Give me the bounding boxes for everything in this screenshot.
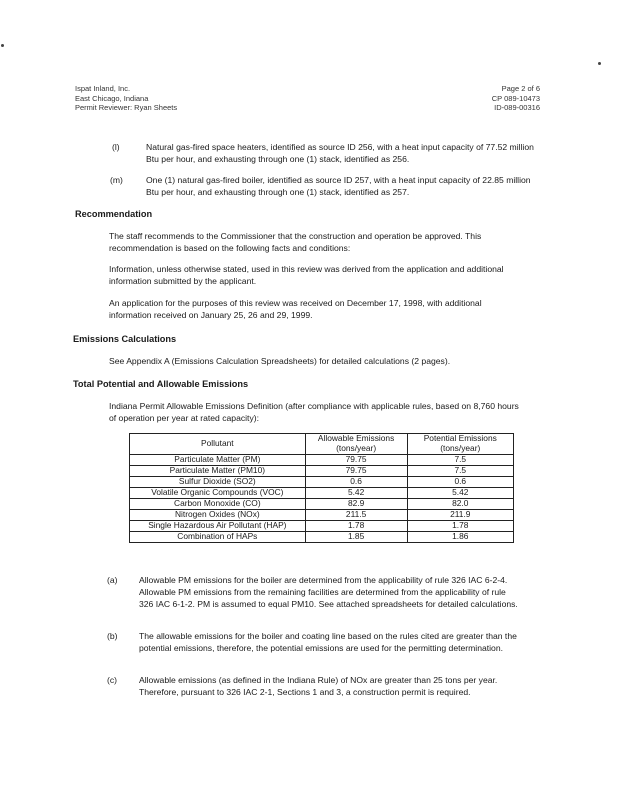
item-label-m: (m) [110, 175, 123, 185]
potential-cell: 1.78 [407, 521, 513, 532]
item-text-l: Natural gas-fired space heaters, identified as source ID 256, with a heat input capacity of 77.52 million Btu per hour, and exhausting through one (1) stack, identified as 256. [146, 142, 534, 164]
allowable-cell: 1.78 [305, 521, 407, 532]
header-location: East Chicago, Indiana [75, 93, 149, 103]
potential-cell: 0.6 [407, 477, 513, 488]
header-right [430, 84, 540, 113]
emissions-calc-text: See Appendix A (Emissions Calculation Spreadsheets) for detailed calculations (2 pages). [109, 356, 451, 366]
pollutant-cell: Combination of HAPs [130, 532, 306, 543]
pollutant-cell: Volatile Organic Compounds (VOC) [130, 488, 306, 499]
total-heading: Total Potential and Allowable Emissions [73, 379, 249, 389]
potential-cell: 5.42 [407, 488, 513, 499]
emissions-table [129, 433, 514, 543]
total-intro: Indiana Permit Allowable Emissions Definition (after compliance with applicable rules, based on 8,760 hours of operation per year at rated capacity): [109, 401, 519, 423]
scan-speck [598, 62, 601, 65]
allowable-cell: 211.5 [305, 510, 407, 521]
header-page: Page 2 of 6 [501, 84, 540, 93]
allowable-cell: 79.75 [305, 455, 407, 466]
note-text-a: Allowable PM emissions for the boiler are determined from the applicability of rule 326 IAC 6-2-4. Allowable PM emissions from the remaining facilities are determined from the applicability of rule 326 IAC 6-1-2. PM is assumed to equal PM10. See attached spreadsheets for detailed calculations. [139, 575, 518, 609]
table-header-potential: Potential Emissions (tons/year) [407, 434, 513, 455]
pollutant-cell: Particulate Matter (PM10) [130, 466, 306, 477]
allowable-cell: 1.85 [305, 532, 407, 543]
table-header-allowable: Allowable Emissions (tons/year) [305, 434, 407, 455]
note-label-b: (b) [107, 631, 118, 641]
table-row [130, 532, 514, 543]
item-text-m: One (1) natural gas-fired boiler, identified as source ID 257, with a heat input capacity of 22.85 million Btu per hour, and exhausting through one (1) stack, identified as 257. [146, 175, 531, 197]
note-text-c: Allowable emissions (as defined in the Indiana Rule) of NOx are greater than 25 tons per year. Therefore, pursuant to 326 IAC 2-1, Sections 1 and 3, a construction permit is required. [139, 675, 498, 697]
potential-cell: 7.5 [407, 455, 513, 466]
allowable-cell: 79.75 [305, 466, 407, 477]
table-row [130, 455, 514, 466]
scan-speck [1, 44, 4, 47]
note-text-b: The allowable emissions for the boiler and coating line based on the rules cited are greater than the potential emissions, therefore, the potential emissions are used for the permitting determination. [139, 631, 517, 653]
pollutant-cell: Particulate Matter (PM) [130, 455, 306, 466]
pollutant-cell: Carbon Monoxide (CO) [130, 499, 306, 510]
table-row [130, 510, 514, 521]
emissions-calc-heading: Emissions Calculations [73, 334, 177, 344]
pollutant-cell: Sulfur Dioxide (SO2) [130, 477, 306, 488]
header-left [75, 84, 295, 113]
potential-cell: 82.0 [407, 499, 513, 510]
allowable-cell: 82.9 [305, 499, 407, 510]
potential-cell: 211.9 [407, 510, 513, 521]
recommendation-para-3: An application for the purposes of this review was received on December 17, 1998, with additional information received on January 25, 26 and 29, 1999. [109, 298, 482, 320]
recommendation-para-1: The staff recommends to the Commissioner that the construction and operation be approved. This recommendation is based on the following facts and conditions: [109, 231, 482, 253]
table-row [130, 488, 514, 499]
table-row [130, 521, 514, 532]
pollutant-cell: Single Hazardous Air Pollutant (HAP) [130, 521, 306, 532]
recommendation-para-2: Information, unless otherwise stated, used in this review was derived from the application and additional information submitted by the applicant. [109, 264, 504, 286]
header-permit: CP 089-10473 [491, 93, 540, 103]
pollutant-cell: Nitrogen Oxides (NOx) [130, 510, 306, 521]
table-row [130, 466, 514, 477]
allowable-cell: 0.6 [305, 477, 407, 488]
header-reviewer: Permit Reviewer: Ryan Sheets [75, 103, 178, 112]
potential-cell: 1.86 [407, 532, 513, 543]
header-id: ID-089-00316 [494, 103, 540, 112]
header-company: Ispat Inland, Inc. [75, 84, 131, 93]
allowable-cell: 5.42 [305, 488, 407, 499]
recommendation-heading: Recommendation [75, 209, 153, 219]
table-row [130, 499, 514, 510]
table-header-pollutant: Pollutant [130, 434, 306, 455]
note-label-a: (a) [107, 575, 118, 585]
item-label-l: (l) [112, 142, 120, 152]
potential-cell: 7.5 [407, 466, 513, 477]
table-row [130, 477, 514, 488]
note-label-c: (c) [107, 675, 118, 685]
